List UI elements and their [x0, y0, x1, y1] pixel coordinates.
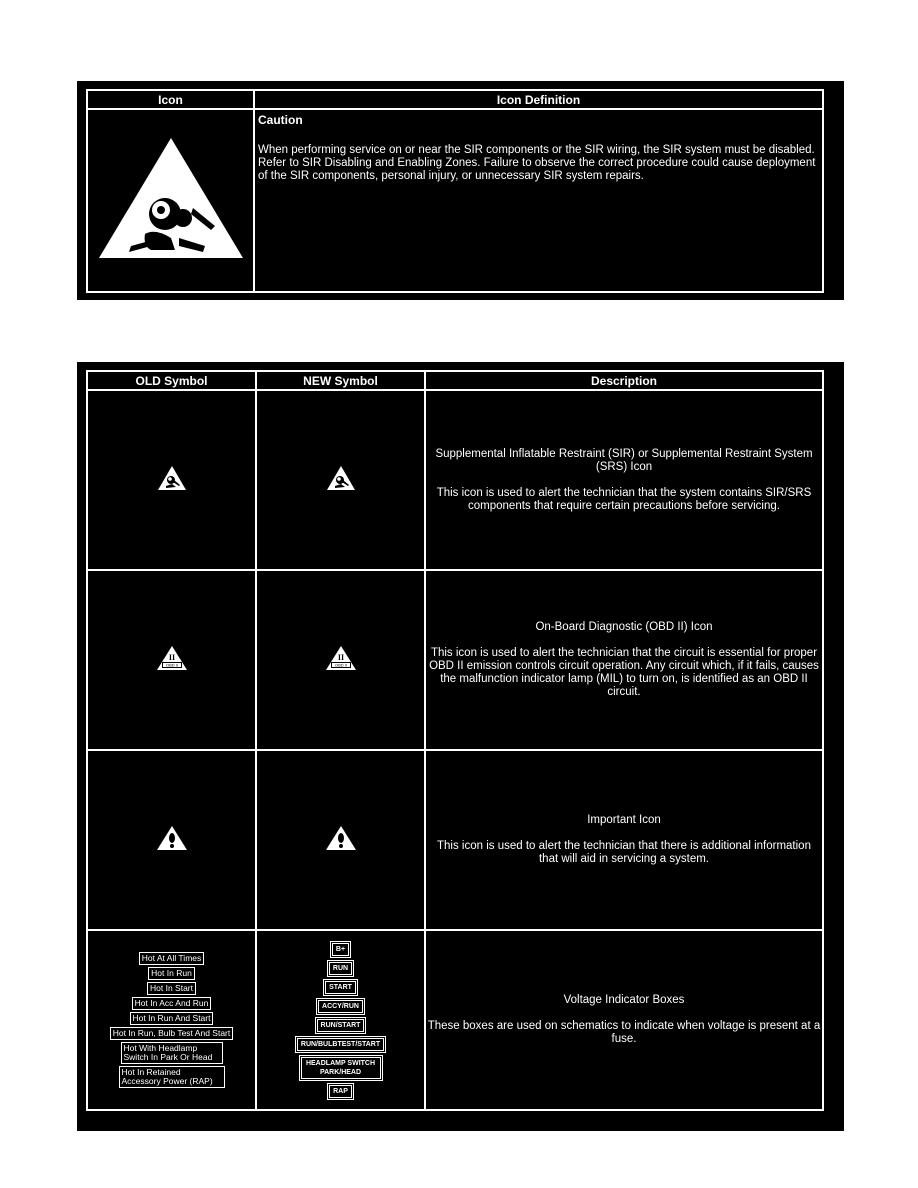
svg-text:II: II — [168, 652, 175, 662]
voltage-box: RUN/BULBTEST/START — [295, 1036, 386, 1053]
description-title: Voltage Indicator Boxes — [563, 994, 685, 1006]
table-row — [87, 750, 823, 930]
voltage-box: ACCY/RUN — [316, 998, 365, 1015]
svg-text:II: II — [337, 652, 344, 662]
description-text: These boxes are used on schematics to indicate when voltage is present at a fuse. — [427, 1020, 821, 1045]
voltage-box: HEADLAMP SWITCH PARK/HEAD — [299, 1055, 383, 1081]
header-description: Description — [425, 371, 823, 390]
sir-warning-icon — [326, 465, 356, 491]
sir-warning-icon — [157, 465, 187, 491]
description-text: This icon is used to alert the technician that the system contains SIR/SRS components that require certain precautions before servicing. — [436, 486, 812, 512]
description-title: Important Icon — [587, 814, 661, 826]
voltage-box: Hot In Acc And Run — [132, 997, 212, 1010]
voltage-box: Hot In Run And Start — [130, 1012, 214, 1025]
description-title: Supplemental Inflatable Restraint (SIR) or Supplemental Restraint System (SRS) Icon — [435, 447, 813, 473]
new-symbol-cell — [256, 390, 425, 570]
voltage-box: RUN/START — [315, 1017, 367, 1034]
sir-airbag-warning-icon — [95, 134, 247, 262]
obd-ii-icon — [325, 645, 357, 671]
description-cell — [425, 930, 823, 1110]
description-cell — [425, 570, 823, 750]
description-cell — [425, 750, 823, 930]
caution-icon-cell — [87, 109, 254, 292]
obd-ii-icon — [156, 645, 188, 671]
new-symbol-cell — [256, 750, 425, 930]
header-icon: Icon — [87, 90, 254, 109]
important-exclamation-icon — [325, 825, 357, 851]
svg-text:OBD II: OBD II — [334, 662, 347, 667]
description-title: On-Board Diagnostic (OBD II) Icon — [535, 621, 713, 633]
description-cell — [425, 390, 823, 570]
caution-body: When performing service on or near the SIR components or the SIR wiring, the SIR system must be disabled. Refer to SIR Disabling and Enabling Zones. Failure to observe the correct procedure could cause deployment of the SIR components, personal injury, or unnecessary SIR system repairs. — [258, 144, 816, 182]
voltage-box: Hot In Run, Bulb Test And Start — [110, 1027, 234, 1040]
voltage-box: Hot With Headlamp Switch In Park Or Head — [121, 1042, 223, 1064]
old-symbol-cell — [87, 570, 256, 750]
voltage-box: RAP — [327, 1083, 354, 1100]
symbol-table — [86, 370, 824, 1111]
new-symbol-cell — [256, 570, 425, 750]
voltage-box: START — [323, 979, 358, 996]
description-text: This icon is used to alert the technician that the circuit is essential for proper OBD II emission controls circuit operation. Any circuit which, if it fails, causes the malfunction indicator lamp (MIL) to turn on, is identified as an OBD II circuit. — [429, 647, 819, 698]
old-symbol-cell — [87, 750, 256, 930]
old-symbol-cell — [87, 390, 256, 570]
description-text: This icon is used to alert the technician that there is additional information that will aid in servicing a system. — [437, 840, 811, 865]
symbol-panel — [77, 362, 844, 1131]
voltage-box: Hot In Retained Accessory Power (RAP) — [119, 1066, 225, 1088]
voltage-box: RUN — [327, 960, 354, 977]
table-row — [87, 390, 823, 570]
voltage-box: Hot In Start — [147, 982, 196, 995]
voltage-box: Hot At All Times — [139, 952, 205, 965]
caution-table — [86, 89, 824, 293]
old-voltage-boxes — [88, 951, 255, 1089]
voltage-box: B+ — [330, 941, 351, 958]
old-symbol-cell — [87, 930, 256, 1110]
header-icon-definition: Icon Definition — [254, 90, 823, 109]
caution-panel — [77, 81, 844, 300]
table-row — [87, 930, 823, 1110]
caution-definition-cell — [254, 109, 823, 292]
header-new-symbol: NEW Symbol — [256, 371, 425, 390]
new-symbol-cell — [256, 930, 425, 1110]
important-exclamation-icon — [156, 825, 188, 851]
svg-text:OBD II: OBD II — [165, 662, 178, 667]
new-voltage-boxes — [257, 940, 424, 1101]
header-old-symbol: OLD Symbol — [87, 371, 256, 390]
table-row — [87, 570, 823, 750]
voltage-box: Hot In Run — [148, 967, 195, 980]
caution-title: Caution — [258, 113, 303, 127]
